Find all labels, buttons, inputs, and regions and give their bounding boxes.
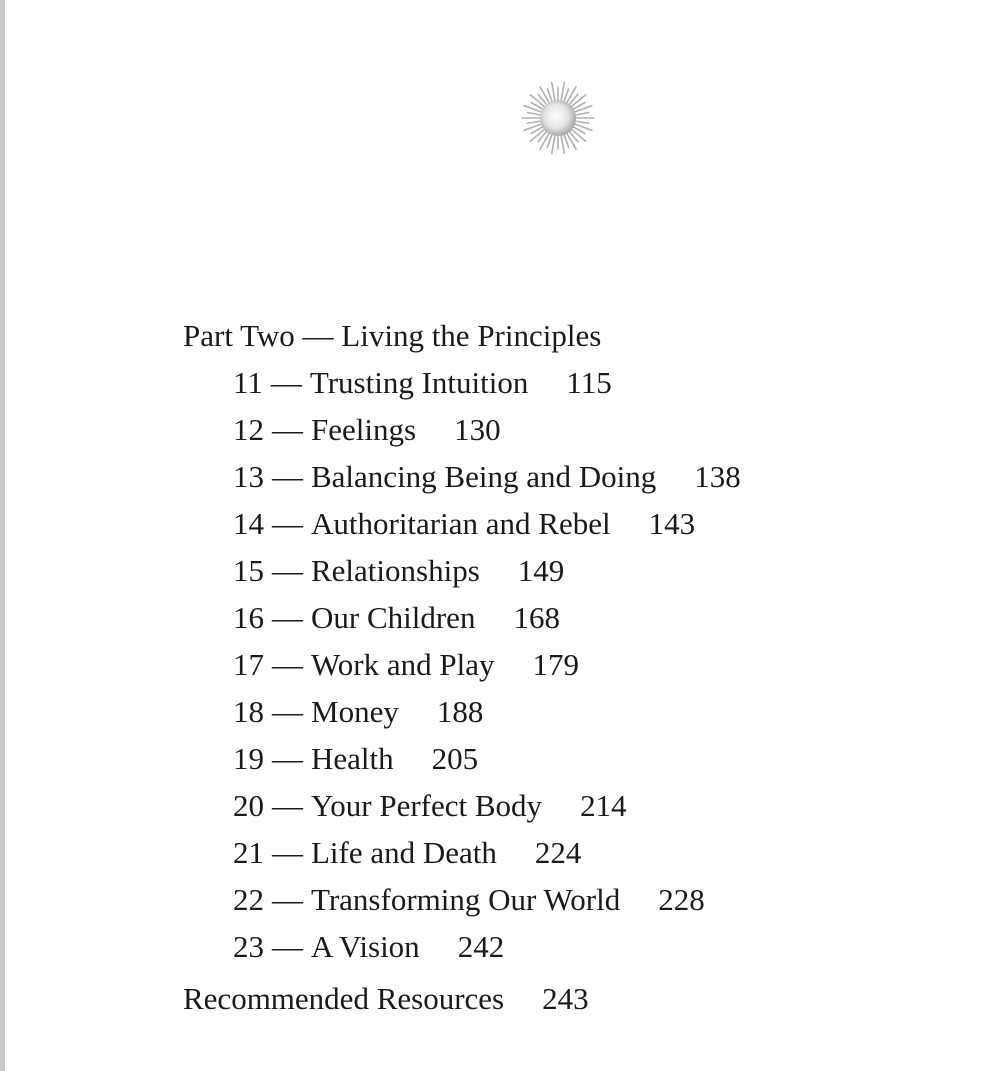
chapter-dash: — <box>272 412 303 447</box>
chapter-page-number: 130 <box>454 412 501 447</box>
chapter-title: Feelings <box>311 412 417 447</box>
chapter-number: 18 <box>233 694 264 729</box>
chapter-entry <box>183 688 983 735</box>
chapter-title: Money <box>311 694 399 729</box>
chapter-entry <box>183 359 983 406</box>
chapter-page-number: 242 <box>457 929 505 964</box>
resources-page-number: 243 <box>542 981 589 1016</box>
chapter-entry <box>183 829 983 876</box>
chapter-entry <box>183 453 983 500</box>
chapter-title: Balancing Being and Doing <box>311 459 657 494</box>
chapter-dash: — <box>272 600 303 635</box>
chapter-page-number: 179 <box>532 647 579 682</box>
chapter-page-number: 214 <box>580 788 627 823</box>
chapter-list <box>183 359 983 970</box>
chapter-title: Your Perfect Body <box>311 788 543 823</box>
chapter-title: A Vision <box>311 929 420 964</box>
chapter-dash: — <box>270 365 302 400</box>
chapter-title: Trusting Intuition <box>309 365 529 400</box>
chapter-page-number: 205 <box>431 741 479 776</box>
resources-title: Recommended Resources <box>183 981 505 1016</box>
chapter-entry <box>183 876 983 923</box>
chapter-dash: — <box>272 459 303 494</box>
chapter-dash: — <box>272 788 303 823</box>
chapter-number: 17 <box>233 647 264 682</box>
chapter-page-number: 115 <box>566 365 612 400</box>
chapter-page-number: 149 <box>517 553 565 588</box>
chapter-title: Our Children <box>311 600 476 635</box>
chapter-entry <box>183 735 983 782</box>
page-edge-rule <box>0 0 5 1071</box>
resources-entry <box>183 975 983 1022</box>
chapter-number: 22 <box>233 882 264 917</box>
table-of-contents <box>183 312 983 1022</box>
chapter-dash: — <box>272 694 303 729</box>
chapter-page-number: 224 <box>534 835 582 870</box>
chapter-number: 20 <box>233 788 264 823</box>
chapter-entry <box>183 782 983 829</box>
chapter-number: 21 <box>233 835 264 870</box>
chapter-entry <box>183 594 983 641</box>
chapter-number: 13 <box>233 459 264 494</box>
chapter-entry <box>183 923 983 970</box>
chapter-entry <box>183 500 983 547</box>
chapter-number: 14 <box>233 506 264 541</box>
chapter-number: 11 <box>233 365 263 400</box>
chapter-title: Authoritarian and Rebel <box>311 506 611 541</box>
chapter-number: 19 <box>233 741 264 776</box>
chapter-dash: — <box>272 553 303 588</box>
chapter-number: 15 <box>233 553 264 588</box>
part-heading: Part Two — Living the Principles <box>183 318 602 353</box>
chapter-number: 12 <box>233 412 264 447</box>
chapter-page-number: 168 <box>513 600 560 635</box>
chapter-page-number: 143 <box>648 506 696 541</box>
chapter-title: Transforming Our World <box>311 882 621 917</box>
chapter-entry <box>183 406 983 453</box>
chapter-number: 16 <box>233 600 264 635</box>
chapter-page-number: 188 <box>436 694 484 729</box>
chapter-title: Health <box>311 741 394 776</box>
chapter-dash: — <box>272 929 303 964</box>
chapter-dash: — <box>272 741 303 776</box>
chapter-entry <box>183 641 983 688</box>
chapter-entry <box>183 547 983 594</box>
chapter-dash: — <box>272 506 303 541</box>
sun-ornament-icon <box>520 80 596 156</box>
chapter-page-number: 228 <box>658 882 705 917</box>
chapter-title: Relationships <box>311 553 480 588</box>
chapter-dash: — <box>272 835 303 870</box>
chapter-title: Work and Play <box>311 647 495 682</box>
chapter-dash: — <box>272 882 303 917</box>
chapter-title: Life and Death <box>311 835 497 870</box>
chapter-page-number: 138 <box>694 459 741 494</box>
chapter-number: 23 <box>233 929 264 964</box>
chapter-dash: — <box>272 647 303 682</box>
